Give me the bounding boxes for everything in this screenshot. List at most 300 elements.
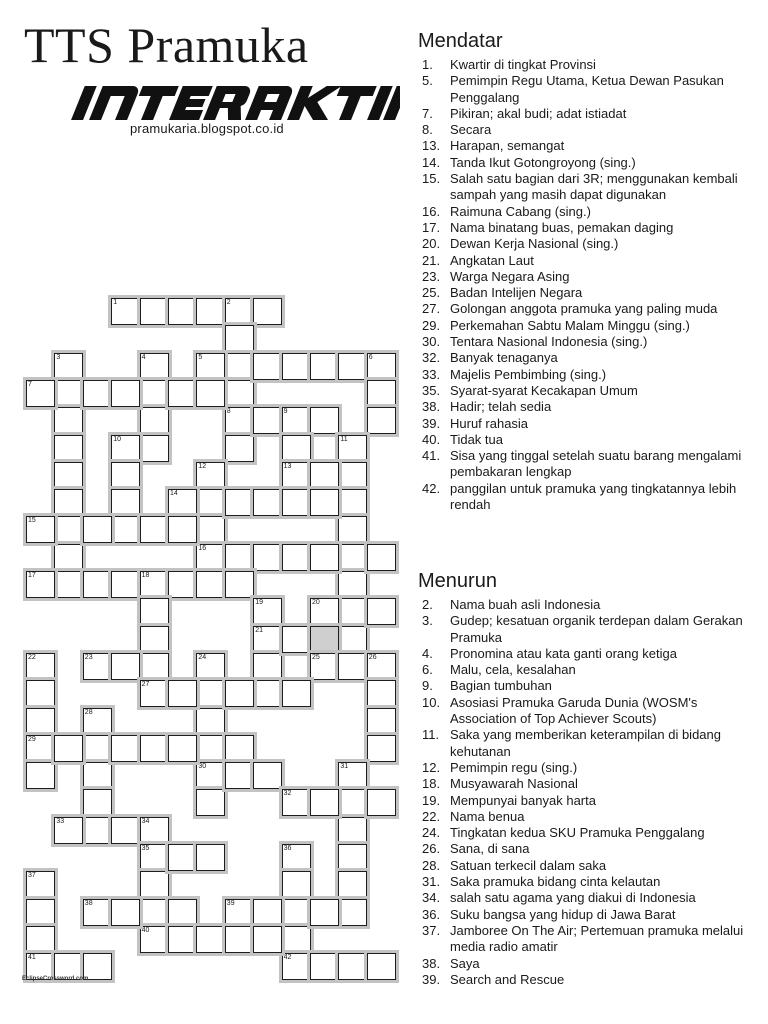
grid-cell[interactable] xyxy=(111,435,140,462)
grid-cell[interactable] xyxy=(54,516,83,543)
clue-text: Golongan anggota pramuka yang paling muda xyxy=(450,301,718,317)
cell-number: 6 xyxy=(368,353,373,361)
clue-number: 1. xyxy=(422,57,433,72)
grid-cell[interactable] xyxy=(196,680,225,707)
clue-item xyxy=(418,285,763,301)
cell-number: 23 xyxy=(84,653,93,661)
grid-cell[interactable] xyxy=(168,680,197,707)
grid-cell[interactable] xyxy=(54,462,83,489)
clue-number: 20. xyxy=(422,236,441,252)
grid-cell[interactable] xyxy=(367,407,396,434)
grid-cell[interactable] xyxy=(310,544,339,571)
clue-item xyxy=(418,760,763,776)
clue-number: 36. xyxy=(422,906,441,922)
grid-cell[interactable] xyxy=(83,571,112,598)
clue-number: 41. xyxy=(422,448,441,464)
clue-item xyxy=(418,597,763,613)
grid-cell[interactable] xyxy=(140,844,169,871)
grid-cell[interactable] xyxy=(338,844,367,871)
clue-text: Pikiran; akal budi; adat istiadat xyxy=(450,105,627,121)
clue-item xyxy=(418,318,763,334)
grid-cell[interactable] xyxy=(225,762,254,789)
clue-item xyxy=(418,57,763,73)
clue-item xyxy=(418,695,763,728)
grid-cell[interactable] xyxy=(196,380,225,407)
grid-cell[interactable] xyxy=(253,762,282,789)
grid-cell[interactable] xyxy=(338,571,367,598)
grid-cell[interactable] xyxy=(54,544,83,571)
grid-cell[interactable] xyxy=(140,735,169,762)
grid-cell[interactable] xyxy=(225,380,254,407)
clue-text: Kwartir di tingkat Provinsi xyxy=(450,57,596,72)
cell-number: 42 xyxy=(283,954,292,962)
menurun-clue-list xyxy=(418,597,763,988)
grid-cell[interactable] xyxy=(111,817,140,844)
clue-number: 39. xyxy=(422,415,441,431)
grid-cell[interactable] xyxy=(111,298,140,325)
grid-cell[interactable] xyxy=(310,489,339,516)
grid-cell[interactable] xyxy=(140,680,169,707)
grid-cell[interactable] xyxy=(196,789,225,816)
mendatar-clue-list xyxy=(418,57,763,513)
grid-cell[interactable] xyxy=(54,571,83,598)
cell-number: 37 xyxy=(28,872,36,880)
grid-cell[interactable] xyxy=(196,708,225,735)
clue-item xyxy=(418,858,763,874)
clue-number: 42. xyxy=(422,480,441,496)
clue-number: 29. xyxy=(422,317,441,333)
grid-cell[interactable] xyxy=(140,516,169,543)
grid-cell[interactable] xyxy=(282,844,311,871)
clue-number: 38. xyxy=(422,955,441,971)
grid-cell[interactable] xyxy=(196,489,225,516)
clue-item xyxy=(418,907,763,923)
grid-cell[interactable] xyxy=(282,789,311,816)
cell-number: 19 xyxy=(255,599,263,607)
clue-text: Jamboree On The Air; Pertemuan pramuka melalui media radio amatir xyxy=(450,922,744,955)
grid-cell[interactable] xyxy=(54,735,83,762)
cell-number: 4 xyxy=(141,353,146,361)
grid-cell[interactable] xyxy=(168,571,197,598)
grid-cell[interactable] xyxy=(168,899,197,926)
grid-cell[interactable] xyxy=(140,817,169,844)
grid-cell[interactable] xyxy=(338,817,367,844)
clue-item xyxy=(418,890,763,906)
clue-text: Majelis Pembimbing (sing.) xyxy=(450,366,607,382)
clue-text: Warga Negara Asing xyxy=(450,268,570,284)
grid-cell[interactable] xyxy=(310,407,339,434)
grid-cell[interactable] xyxy=(26,871,55,898)
grid-cell[interactable] xyxy=(253,899,282,926)
grid-cell[interactable] xyxy=(225,298,254,325)
cell-number: 21 xyxy=(255,626,263,634)
clue-number: 6. xyxy=(422,662,433,678)
grid-cell[interactable] xyxy=(196,544,225,571)
clue-item xyxy=(418,350,763,366)
grid-cell[interactable] xyxy=(196,462,225,489)
clue-text: Asosiasi Pramuka Garuda Dunia (WOSM's Association of Top Achiever Scouts) xyxy=(450,694,698,727)
grid-cell[interactable] xyxy=(83,735,112,762)
grid-cell[interactable] xyxy=(338,353,367,380)
clue-text: Suku bangsa yang hidup di Jawa Barat xyxy=(450,906,676,922)
clue-text: Hadir; telah sedia xyxy=(450,399,552,415)
grid-cell[interactable] xyxy=(196,735,225,762)
grid-cell[interactable] xyxy=(225,571,254,598)
grid-cell[interactable] xyxy=(225,435,254,462)
grid-cell[interactable] xyxy=(338,462,367,489)
grid-cell[interactable] xyxy=(140,899,169,926)
clue-number: 30. xyxy=(422,334,441,350)
grid-cell[interactable] xyxy=(196,653,225,680)
clue-item xyxy=(418,923,763,956)
grid-cell[interactable] xyxy=(225,325,254,352)
clue-text: Banyak tenaganya xyxy=(450,350,558,366)
grid-cell[interactable] xyxy=(338,516,367,543)
grid-cell[interactable] xyxy=(196,516,225,543)
grid-cell[interactable] xyxy=(196,926,225,953)
clue-item xyxy=(418,236,763,252)
grid-cell[interactable] xyxy=(140,926,169,953)
grid-cell[interactable] xyxy=(140,653,169,680)
grid-cell[interactable] xyxy=(140,435,169,462)
grid-cell[interactable] xyxy=(282,871,311,898)
grid-cell[interactable] xyxy=(26,899,55,926)
grid-cell[interactable] xyxy=(282,926,311,953)
clue-number: 16. xyxy=(422,203,441,219)
grid-cell[interactable] xyxy=(310,789,339,816)
grid-cell[interactable] xyxy=(168,844,197,871)
cell-number: 7 xyxy=(28,380,32,388)
grid-cell[interactable] xyxy=(253,598,282,625)
grid-cell[interactable] xyxy=(367,953,396,980)
grid-cell[interactable] xyxy=(111,462,140,489)
clue-text: Badan Intelijen Negara xyxy=(450,285,583,301)
grid-cell[interactable] xyxy=(225,353,254,380)
grid-cell[interactable] xyxy=(338,544,367,571)
grid-cell[interactable] xyxy=(282,899,311,926)
clue-item xyxy=(418,481,763,514)
grid-cell[interactable] xyxy=(26,735,55,762)
grid-cell[interactable] xyxy=(338,789,367,816)
cell-number: 3 xyxy=(56,353,61,361)
grid-cell[interactable] xyxy=(140,598,169,625)
grid-cell[interactable] xyxy=(196,844,225,871)
grid-cell[interactable] xyxy=(54,435,83,462)
cell-number: 34 xyxy=(141,817,150,825)
clue-text: Search and Rescue xyxy=(450,971,565,987)
clue-number: 10. xyxy=(422,694,441,710)
cell-number: 12 xyxy=(198,462,207,470)
clue-item xyxy=(418,367,763,383)
clue-item xyxy=(418,874,763,890)
clue-item xyxy=(418,171,763,204)
grid-cell[interactable] xyxy=(338,435,367,462)
grid-cell[interactable] xyxy=(367,789,396,816)
clue-number: 33. xyxy=(422,366,441,382)
grid-cell[interactable] xyxy=(83,762,112,789)
grid-cell[interactable] xyxy=(83,653,112,680)
clue-item xyxy=(418,138,763,154)
clue-item xyxy=(418,448,763,481)
grid-cell[interactable] xyxy=(168,516,197,543)
grid-cell[interactable] xyxy=(225,735,254,762)
clue-number: 39. xyxy=(422,971,441,987)
clue-item xyxy=(418,972,763,988)
clue-number: 18. xyxy=(422,776,441,792)
grid-cell[interactable] xyxy=(338,489,367,516)
cell-number: 17 xyxy=(28,572,36,579)
grid-cell[interactable] xyxy=(225,680,254,707)
clue-number: 5. xyxy=(422,73,433,89)
grid-cell[interactable] xyxy=(140,298,169,325)
clue-item xyxy=(418,646,763,662)
grid-cell[interactable] xyxy=(168,735,197,762)
grid-cell[interactable] xyxy=(54,817,83,844)
cell-number: 5 xyxy=(198,353,203,361)
clue-number: 25. xyxy=(422,285,441,301)
grid-cell[interactable] xyxy=(83,817,112,844)
clue-text: Syarat-syarat Kecakapan Umum xyxy=(450,382,638,398)
grid-cell[interactable] xyxy=(168,298,197,325)
grid-cell[interactable] xyxy=(282,353,311,380)
grid-cell[interactable] xyxy=(338,899,367,926)
grid-cell[interactable] xyxy=(282,626,311,653)
grid-cell[interactable] xyxy=(310,353,339,380)
menurun-section xyxy=(418,570,763,988)
grid-cell[interactable] xyxy=(54,353,83,380)
grid-cell[interactable] xyxy=(310,899,339,926)
clue-number: 7. xyxy=(422,105,433,121)
cell-number: 2 xyxy=(226,299,231,306)
cell-number: 11 xyxy=(340,435,348,443)
clue-item xyxy=(418,220,763,236)
cell-number: 20 xyxy=(312,599,320,607)
grid-cell[interactable] xyxy=(367,680,396,707)
page-title: TTS Pramuka xyxy=(24,17,309,73)
grid-cell[interactable] xyxy=(225,926,254,953)
clue-item xyxy=(418,155,763,171)
clue-number: 27. xyxy=(422,301,441,317)
clue-item xyxy=(418,334,763,350)
clue-number: 12. xyxy=(422,759,441,775)
grid-cell[interactable] xyxy=(282,544,311,571)
grid-cell[interactable] xyxy=(26,380,55,407)
grid-cell[interactable] xyxy=(140,871,169,898)
grid-cell[interactable] xyxy=(26,516,55,543)
clue-text: Malu, cela, kesalahan xyxy=(450,662,576,678)
grid-cell[interactable] xyxy=(83,899,112,926)
grid-cell[interactable] xyxy=(253,544,282,571)
grid-cell[interactable] xyxy=(140,380,169,407)
clue-number: 26. xyxy=(422,841,441,857)
grid-cell[interactable] xyxy=(338,871,367,898)
cell-number: 38 xyxy=(84,899,93,907)
grid-cell[interactable] xyxy=(367,708,396,735)
grid-cell[interactable] xyxy=(338,626,367,653)
clue-item xyxy=(418,383,763,399)
grid-cell[interactable] xyxy=(140,353,169,380)
grid-cell[interactable] xyxy=(168,380,197,407)
clue-text: Nama benua xyxy=(450,808,525,824)
clue-text: Secara xyxy=(450,122,492,138)
clue-item xyxy=(418,613,763,646)
grid-cell[interactable] xyxy=(225,407,254,434)
clue-item xyxy=(418,106,763,122)
clue-item xyxy=(418,956,763,972)
grid-cell[interactable] xyxy=(140,407,169,434)
grid-cell[interactable] xyxy=(310,653,339,680)
grid-cell[interactable] xyxy=(26,680,55,707)
cell-number: 1 xyxy=(113,299,118,306)
clue-text: Saya xyxy=(450,955,480,971)
cell-number: 27 xyxy=(141,681,150,689)
clue-text: Gudep; kesatuan organik terdepan dalam Gerakan Pramuka xyxy=(450,613,743,645)
cell-number: 9 xyxy=(283,408,288,416)
cell-number: 14 xyxy=(170,490,178,498)
grid-cell[interactable] xyxy=(54,407,83,434)
clue-text: Dewan Kerja Nasional (sing.) xyxy=(450,236,619,252)
cell-number: 26 xyxy=(368,653,377,661)
clue-number: 31. xyxy=(422,874,441,890)
cell-number: 32 xyxy=(283,790,292,798)
clue-item xyxy=(418,793,763,809)
clue-number: 11. xyxy=(422,727,440,743)
clue-text: Bagian tumbuhan xyxy=(450,678,552,694)
clue-number: 15. xyxy=(422,171,441,187)
grid-cell[interactable] xyxy=(168,926,197,953)
grid-cell[interactable] xyxy=(111,516,140,543)
grid-cell[interactable] xyxy=(83,516,112,543)
clue-item xyxy=(418,825,763,841)
cell-number: 28 xyxy=(84,708,93,716)
grid-cell[interactable] xyxy=(196,571,225,598)
grid-cell[interactable] xyxy=(168,489,197,516)
grid-cell[interactable] xyxy=(225,489,254,516)
grid-cell[interactable] xyxy=(282,680,311,707)
grid-cell[interactable] xyxy=(338,653,367,680)
clue-text: panggilan untuk pramuka yang tingkatannya lebih rendah xyxy=(450,480,737,513)
grid-cell[interactable] xyxy=(196,762,225,789)
cell-number: 33 xyxy=(56,817,65,825)
grid-cell[interactable] xyxy=(26,926,55,953)
grid-cell[interactable] xyxy=(282,953,311,980)
clue-text: Raimuna Cabang (sing.) xyxy=(450,203,591,219)
clue-number: 21. xyxy=(422,252,441,268)
clue-item xyxy=(418,662,763,678)
clue-item xyxy=(418,678,763,694)
clue-text: Mempunyai banyak harta xyxy=(450,792,596,808)
grid-cell[interactable] xyxy=(367,353,396,380)
grid-cell[interactable] xyxy=(253,353,282,380)
cell-number: 31 xyxy=(340,763,349,771)
grid-cell[interactable] xyxy=(111,380,140,407)
grid-cell[interactable] xyxy=(83,380,112,407)
grid-cell[interactable] xyxy=(26,762,55,789)
cell-number: 40 xyxy=(141,926,150,934)
clue-text: Sisa yang tinggal setelah suatu barang mengalami pembakaran lengkap xyxy=(450,448,742,480)
grid-cell[interactable] xyxy=(26,708,55,735)
clue-text: Perkemahan Sabtu Malam Minggu (sing.) xyxy=(450,317,690,333)
grid-cell[interactable] xyxy=(367,653,396,680)
grid-cell[interactable] xyxy=(367,735,396,762)
grid-cell[interactable] xyxy=(253,626,282,653)
grid-cell[interactable] xyxy=(26,653,55,680)
grid-cell[interactable] xyxy=(140,571,169,598)
clue-number: 3. xyxy=(422,613,433,629)
grid-cell[interactable] xyxy=(282,489,311,516)
clue-number: 24. xyxy=(422,825,441,841)
clue-text: Salah satu bagian dari 3R; menggunakan kembali sampah yang masih dapat digunakan xyxy=(450,171,738,203)
clue-number: 8. xyxy=(422,122,433,138)
grid-cell[interactable] xyxy=(83,789,112,816)
grid-cell[interactable] xyxy=(310,462,339,489)
cell-number: 30 xyxy=(198,763,207,771)
clue-number: 17. xyxy=(422,219,441,235)
grid-cell[interactable] xyxy=(83,708,112,735)
grid-cell[interactable] xyxy=(367,544,396,571)
grid-cell[interactable] xyxy=(253,298,282,325)
grid-cell[interactable] xyxy=(367,598,396,625)
grid-cell[interactable] xyxy=(140,626,169,653)
grid-cell[interactable] xyxy=(338,762,367,789)
menurun-heading: Menurun xyxy=(418,570,497,592)
clue-number: 23. xyxy=(422,268,441,284)
grid-cell[interactable] xyxy=(253,653,282,680)
grid-cell[interactable] xyxy=(253,489,282,516)
grid-cell[interactable] xyxy=(54,489,83,516)
grid-cell[interactable] xyxy=(26,571,55,598)
grid-cell[interactable] xyxy=(196,353,225,380)
cell-number: 10 xyxy=(113,435,121,443)
grid-cell[interactable] xyxy=(253,680,282,707)
clue-item xyxy=(418,204,763,220)
grid-cell[interactable] xyxy=(111,899,140,926)
grid-cell[interactable] xyxy=(310,953,339,980)
grid-cell[interactable] xyxy=(310,598,339,625)
clue-item xyxy=(418,399,763,415)
grid-cell[interactable] xyxy=(54,380,83,407)
clue-text: Harapan, semangat xyxy=(450,138,565,154)
grid-cell[interactable] xyxy=(225,544,254,571)
grid-cell[interactable] xyxy=(282,435,311,462)
clue-item xyxy=(418,727,763,760)
grid-cell[interactable] xyxy=(111,571,140,598)
grid-cell[interactable] xyxy=(253,926,282,953)
grid-cell[interactable] xyxy=(225,899,254,926)
clue-item xyxy=(418,73,763,106)
grid-cell[interactable] xyxy=(338,953,367,980)
clue-item xyxy=(418,776,763,792)
clue-item xyxy=(418,253,763,269)
grid-cell[interactable] xyxy=(111,489,140,516)
mendatar-section xyxy=(418,30,763,513)
grid-cell[interactable] xyxy=(282,407,311,434)
clue-number: 19. xyxy=(422,792,441,808)
clue-text: Angkatan Laut xyxy=(450,252,534,268)
clue-number: 22. xyxy=(422,808,441,824)
grid-cell[interactable] xyxy=(338,598,367,625)
grid-cell[interactable] xyxy=(111,653,140,680)
clue-item xyxy=(418,269,763,285)
clue-text: Huruf rahasia xyxy=(450,415,529,431)
grid-cell[interactable] xyxy=(196,298,225,325)
cell-number: 18 xyxy=(141,572,150,579)
grid-cell[interactable] xyxy=(367,380,396,407)
grid-cell[interactable] xyxy=(253,407,282,434)
grid-cell[interactable] xyxy=(111,735,140,762)
grid-cell[interactable] xyxy=(282,462,311,489)
clue-number: 35. xyxy=(422,382,441,398)
